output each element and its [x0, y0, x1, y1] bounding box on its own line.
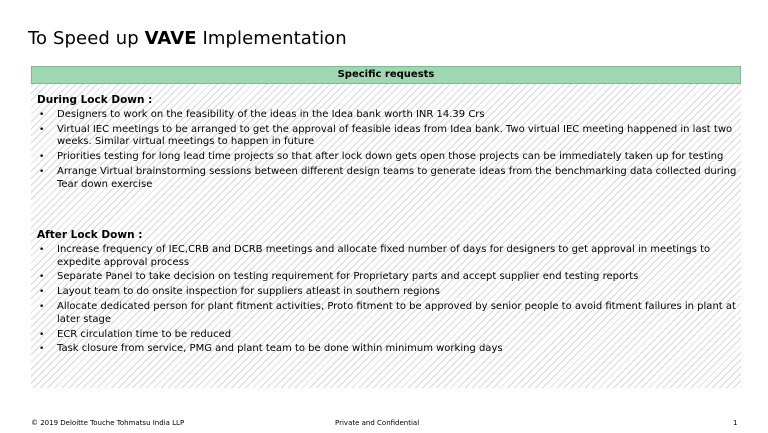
list-item: [37, 286, 737, 299]
bullet-icon: •: [39, 152, 45, 163]
footer-confidential: Private and Confidential: [335, 419, 420, 427]
list-item: [37, 109, 737, 122]
bullet-icon: •: [39, 272, 45, 283]
section-heading: After Lock Down :: [37, 229, 143, 241]
list-item: [37, 271, 737, 284]
list-item: [37, 343, 737, 356]
slide-title: [28, 28, 347, 49]
bullet-icon: •: [39, 124, 45, 135]
bullet-icon: •: [39, 301, 45, 312]
list-item: [37, 329, 737, 342]
list-item: [37, 151, 737, 164]
bullet-list: [37, 244, 737, 356]
list-item-text: Separate Panel to take decision on testing requirement for Proprietary parts and accept supplier end testing reports: [57, 271, 639, 283]
title-part-2: Speed up: [52, 28, 145, 49]
list-item-text: Task closure from service, PMG and plant team to be done within minimum working days: [57, 343, 503, 355]
footer-page-number: 1: [733, 419, 738, 427]
section-heading: During Lock Down :: [37, 94, 153, 106]
after-lockdown-section: [37, 229, 737, 358]
list-item: [37, 166, 737, 192]
during-lockdown-section: [37, 94, 737, 194]
footer-copyright: © 2019 Deloitte Touche Tohmatsu India LLP: [31, 419, 185, 427]
list-item-text: Arrange Virtual brainstorming sessions between different design teams to generate ideas from the benchmarking data collected during Tear down exercise: [57, 165, 737, 190]
bullet-list: [37, 109, 737, 192]
bullet-icon: •: [39, 344, 45, 355]
table-header: Specific requests: [31, 66, 741, 84]
list-item-text: Layout team to do onsite inspection for suppliers atleast in southern regions: [57, 286, 440, 298]
list-item: [37, 244, 737, 270]
title-part-3: VAVE: [144, 28, 197, 49]
bullet-icon: •: [39, 109, 45, 120]
list-item-text: Priorities testing for long lead time projects so that after lock down gets open those projects can be immediately taken up for testing: [57, 151, 724, 163]
bullet-icon: •: [39, 166, 45, 177]
list-item-text: Allocate dedicated person for plant fitment activities, Proto fitment to be approved by senior people to avoid fitment failures in plant at later stage: [57, 300, 736, 325]
list-item-text: Designers to work on the feasibility of the ideas in the Idea bank worth INR 14.39 Crs: [57, 108, 485, 120]
title-part-1: To: [28, 28, 53, 49]
list-item-text: Increase frequency of IEC,CRB and DCRB meetings and allocate fixed number of days for designers to get approval in meetings to expedite approval process: [57, 243, 711, 268]
bullet-icon: •: [39, 244, 45, 255]
title-part-4: Implementation: [196, 28, 347, 49]
bullet-icon: •: [39, 287, 45, 298]
list-item: [37, 124, 737, 150]
list-item: [37, 301, 737, 327]
list-item-text: Virtual IEC meetings to be arranged to get the approval of feasible ideas from Idea bank. Two virtual IEC meeting happened in last two weeks. Similar virtual meetings to happen in future: [57, 123, 733, 148]
bullet-icon: •: [39, 329, 45, 340]
list-item-text: ECR circulation time to be reduced: [57, 328, 232, 340]
